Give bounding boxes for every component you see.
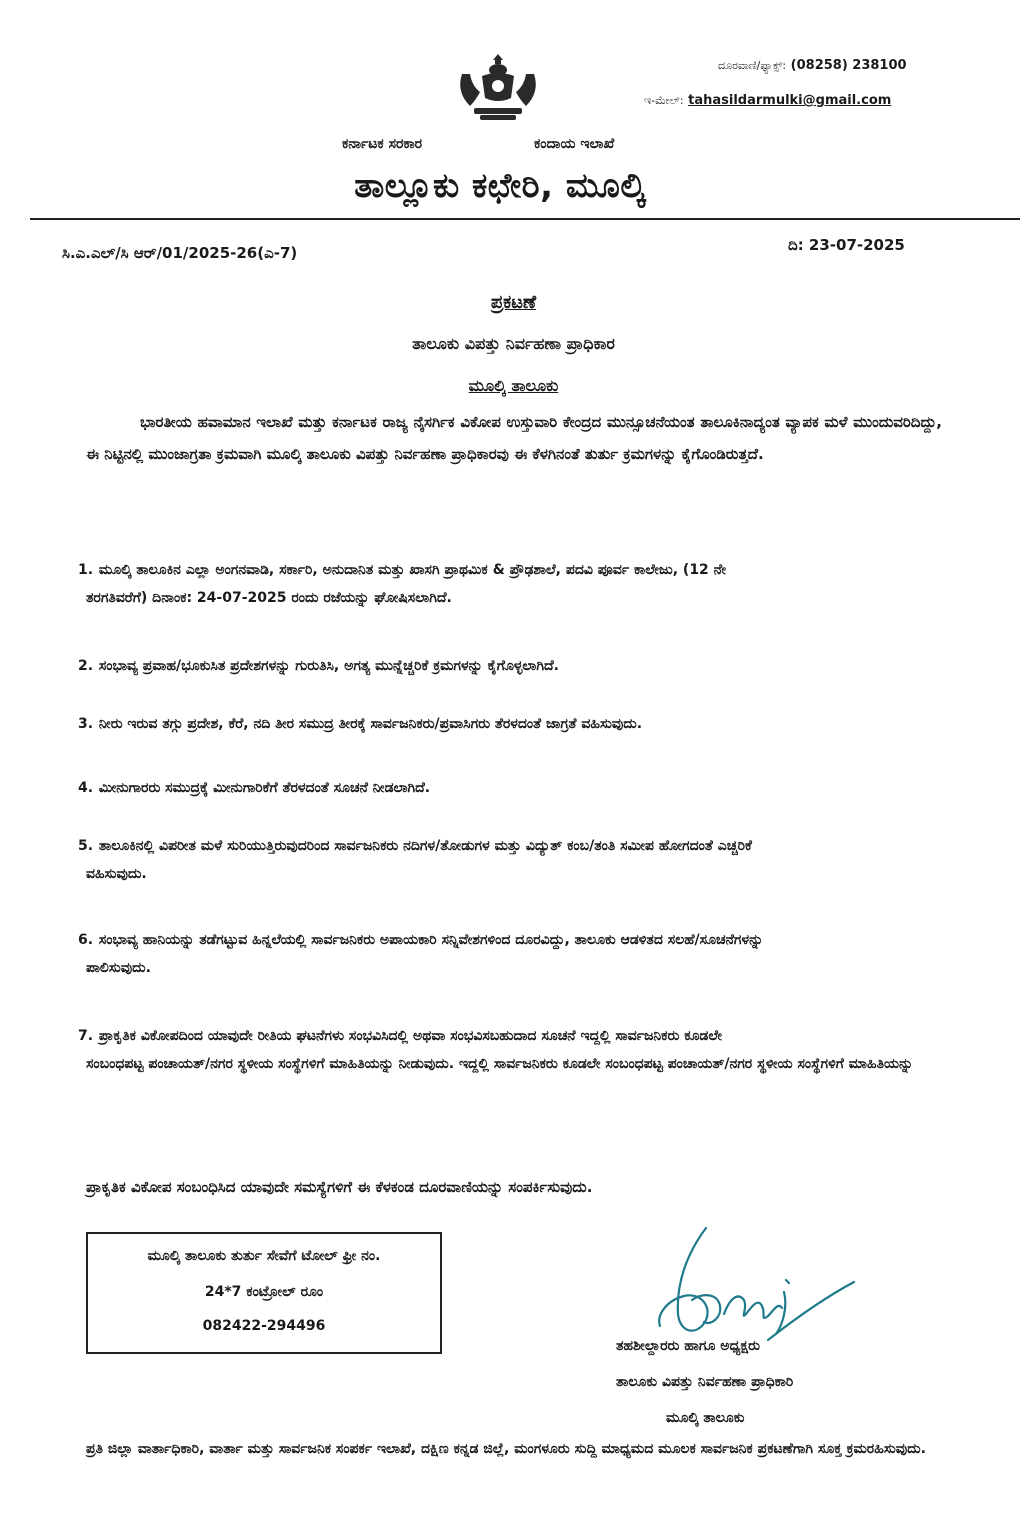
helpline-number: 082422-294496 — [202, 1318, 326, 1334]
office-title: ತಾಲ್ಲೂಕು ಕಛೇರಿ, ಮೂಲ್ಕಿ — [354, 166, 646, 206]
govt-name: ಕರ್ನಾಟಕ ಸರಕಾರ — [342, 136, 423, 152]
reference-number: ಸಿ.ಎ.ಎಲ್/ಸಿ ಆರ್/01/2025-26(ಎ-7) — [62, 244, 298, 262]
item-number: 4. — [78, 780, 94, 796]
email-line — [644, 93, 891, 108]
item-text: ಮೂಲ್ಕಿ ತಾಲೂಕಿನ ಎಲ್ಲಾ ಅಂಗನವಾಡಿ, ಸರ್ಕಾರಿ, ಅನುದಾನಿತ ಮತ್ತು ಖಾಸಗಿ ಪ್ರಾಥಮಿಕ & ಪ್ರೌಢಶಾಲೆ, ಪದವಿ ಪೂರ್ವ ಕಾಲೇಜು, (12 ನೇ — [98, 562, 727, 578]
signer-taluk: ಮೂಲ್ಕಿ ತಾಲೂಕು — [666, 1410, 745, 1426]
list-item — [78, 1022, 948, 1078]
phone-value: (08258) 238100 — [790, 58, 907, 73]
item-text-continued: ಪಾಲಿಸುವುದು. — [86, 960, 151, 976]
helpline-box — [86, 1232, 442, 1354]
item-number: 5. — [78, 838, 94, 854]
item-number: 2. — [78, 658, 94, 674]
item-text: ತಾಲೂಕಿನಲ್ಲಿ ವಿಪರೀತ ಮಳೆ ಸುರಿಯುತ್ತಿರುವುದರಿಂದ ಸಾರ್ವಜನಿಕರು ನದಿಗಳ/ತೋಡುಗಳ ಮತ್ತು ವಿದ್ಯುತ್ ಕಂಬ/ತಂತಿ ಸಮೀಪ ಹೋಗದಂತೆ ಎಚ್ಚರಿಕೆ — [98, 838, 752, 854]
item-text-continued: ಸಂಬಂಧಪಟ್ಟ ಪಂಚಾಯತ್/ನಗರ ಸ್ಥಳೀಯ ಸಂಸ್ಥೆಗಳಿಗೆ ಮಾಹಿತಿಯನ್ನು ನೀಡುವುದು. ಇದ್ದಲ್ಲಿ ಸಾರ್ವಜನಿಕರು ಕೂಡಲೇ ಸಂಬಂಧಪಟ್ಟ ಪಂಚಾಯತ್/ನಗರ ಸ್ಥಳೀಯ ಸಂಸ್ಥೆಗಳಿಗೆ ಮಾಹಿತಿಯನ್ನು — [86, 1056, 914, 1072]
phone-line — [718, 58, 907, 73]
signer-authority: ತಾಲೂಕು ವಿಪತ್ತು ನಿರ್ವಹಣಾ ಪ್ರಾಧಿಕಾರಿ — [616, 1374, 794, 1390]
list-item — [78, 832, 948, 888]
control-room-label: 24*7 ಕಂಟ್ರೋಲ್ ರೂಂ — [204, 1284, 324, 1300]
email-label: ಇ-ಮೇಲ್: — [644, 94, 684, 107]
item-text-continued: ತರಗತಿವರೆಗೆ) ದಿನಾಂಕ: 24-07-2025 ರಂದು ರಜೆಯನ್ನು ಘೋಷಿಸಲಾಗಿದೆ. — [86, 590, 452, 606]
notice-date: ದಿ: 23-07-2025 — [788, 236, 905, 254]
item-text: ಸಂಭಾವ್ಯ ಪ್ರವಾಹ/ಭೂಕುಸಿತ ಪ್ರದೇಶಗಳನ್ನು ಗುರುತಿಸಿ, ಅಗತ್ಯ ಮುನ್ನೆಚ್ಚರಿಕೆ ಕ್ರಮಗಳನ್ನು ಕೈಗೊಳ್ಳಲಾಗಿದೆ. — [98, 658, 559, 674]
list-item — [78, 652, 948, 680]
contact-instruction: ಪ್ರಾಕೃತಿಕ ವಿಕೋಪ ಸಂಬಂಧಿಸಿದ ಯಾವುದೇ ಸಮಸ್ಯೆಗಳಿಗೆ ಈ ಕೆಳಕಂಡ ದೂರವಾಣಿಯನ್ನು ಸಂಪರ್ಕಿಸುವುದು. — [86, 1178, 593, 1196]
helpline-title: ಮೂಲ್ಕಿ ತಾಲೂಕು ತುರ್ತು ಸೇವೆಗೆ ಟೋಲ್ ಫ್ರೀ ನಂ. — [147, 1248, 381, 1264]
list-item — [78, 926, 948, 982]
item-number: 6. — [78, 932, 94, 948]
item-text: ನೀರು ಇರುವ ತಗ್ಗು ಪ್ರದೇಶ, ಕೆರೆ, ನದಿ ತೀರ ಸಮುದ್ರ ತೀರಕ್ಕೆ ಸಾರ್ವಜನಿಕರು/ಪ್ರವಾಸಿಗರು ತೆರಳದಂತೆ ಜಾಗ್ರತೆ ವಹಿಸುವುದು. — [98, 716, 643, 732]
phone-label: ದೂರವಾಣಿ/ಫ್ಯಾಕ್ಸ್: — [718, 59, 787, 72]
list-item — [78, 556, 948, 612]
header-divider — [30, 218, 1020, 220]
item-number: 3. — [78, 716, 94, 732]
signature-icon — [648, 1222, 858, 1352]
item-number: 7. — [78, 1028, 94, 1044]
item-text-continued: ವಹಿಸುವುದು. — [86, 866, 147, 882]
item-text: ಮೀನುಗಾರರು ಸಮುದ್ರಕ್ಕೆ ಮೀನುಗಾರಿಕೆಗೆ ತೆರಳದಂತೆ ಸೂಚನೆ ನೀಡಲಾಗಿದೆ. — [98, 780, 431, 796]
authority-heading: ತಾಲೂಕು ವಿಪತ್ತು ನಿರ್ವಹಣಾ ಪ್ರಾಧಿಕಾರ — [412, 334, 615, 353]
notice-heading: ಪ್ರಕಟಣೆ — [490, 292, 537, 313]
department-name: ಕಂದಾಯ ಇಲಾಖೆ — [534, 136, 615, 152]
state-emblem-icon — [452, 52, 544, 122]
item-text: ಸಂಭಾವ್ಯ ಹಾನಿಯನ್ನು ತಡೆಗಟ್ಟುವ ಹಿನ್ನಲೆಯಲ್ಲಿ ಸಾರ್ವಜನಿಕರು ಅಪಾಯಕಾರಿ ಸನ್ನಿವೇಶಗಳಿಂದ ದೂರವಿದ್ದು, ತಾಲೂಕು ಆಡಳಿತದ ಸಲಹೆ/ಸೂಚನೆಗಳನ್ನು — [98, 932, 764, 948]
intro-paragraph: ಭಾರತೀಯ ಹವಾಮಾನ ಇಲಾಖೆ ಮತ್ತು ಕರ್ನಾಟಕ ರಾಜ್ಯ ನೈಸರ್ಗಿಕ ವಿಕೋಪ ಉಸ್ತುವಾರಿ ಕೇಂದ್ರದ ಮುನ್ಸೂಚನೆಯಂತ ತಾಲೂಕಿನಾದ್ಯಂತ ವ್ಯಾಪಕ ಮಳೆ ಮುಂದುವರಿದಿದ್ದು, ಈ ನಿಟ್ಟಿನಲ್ಲಿ ಮುಂಜಾಗ್ರತಾ ಕ್ರಮವಾಗಿ ಮೂಲ್ಕಿ ತಾಲೂಕು ವಿಪತ್ತು ನಿರ್ವಹಣಾ ಪ್ರಾಧಿಕಾರವು ಈ ಕೆಳಗಿನಂತೆ ತುರ್ತು ಕ್ರಮಗಳನ್ನು ಕೈಗೊಂಡಿರುತ್ತದೆ. — [86, 413, 942, 463]
item-text: ಪ್ರಾಕೃತಿಕ ವಿಕೋಪದಿಂದ ಯಾವುದೇ ರೀತಿಯ ಘಟನೆಗಳು ಸಂಭವಿಸಿದಲ್ಲಿ ಅಥವಾ ಸಂಭವಿಸಬಹುದಾದ ಸೂಚನೆ ಇದ್ದಲ್ಲಿ ಸಾರ್ವಜನಿಕರು ಕೂಡಲೇ — [98, 1028, 723, 1044]
list-item — [78, 774, 948, 802]
email-value: tahasildarmulki@gmail.com — [688, 93, 892, 108]
list-item — [78, 710, 948, 738]
taluk-heading: ಮೂಲ್ಕಿ ತಾಲೂಕು — [468, 376, 559, 395]
copy-to-note: ಪ್ರತಿ ಜಿಲ್ಲಾ ವಾರ್ತಾಧಿಕಾರಿ, ವಾರ್ತಾ ಮತ್ತು ಸಾರ್ವಜನಿಕ ಸಂಪರ್ಕ ಇಲಾಖೆ, ದಕ್ಷಿಣ ಕನ್ನಡ ಜಿಲ್ಲೆ, ಮಂಗಳೂರು ಸುದ್ದಿ ಮಾಧ್ಯಮದ ಮೂಲಕ ಸಾರ್ವಜನಿಕ ಪ್ರಕಟಣೆಗಾಗಿ ಸೂಕ್ತ ಕ್ರಮರಹಿಸುವುದು. — [86, 1441, 926, 1457]
item-number: 1. — [78, 562, 94, 578]
signer-designation: ತಹಶೀಲ್ದಾರರು ಹಾಗೂ ಅಧ್ಯಕ್ಷರು — [616, 1338, 760, 1354]
